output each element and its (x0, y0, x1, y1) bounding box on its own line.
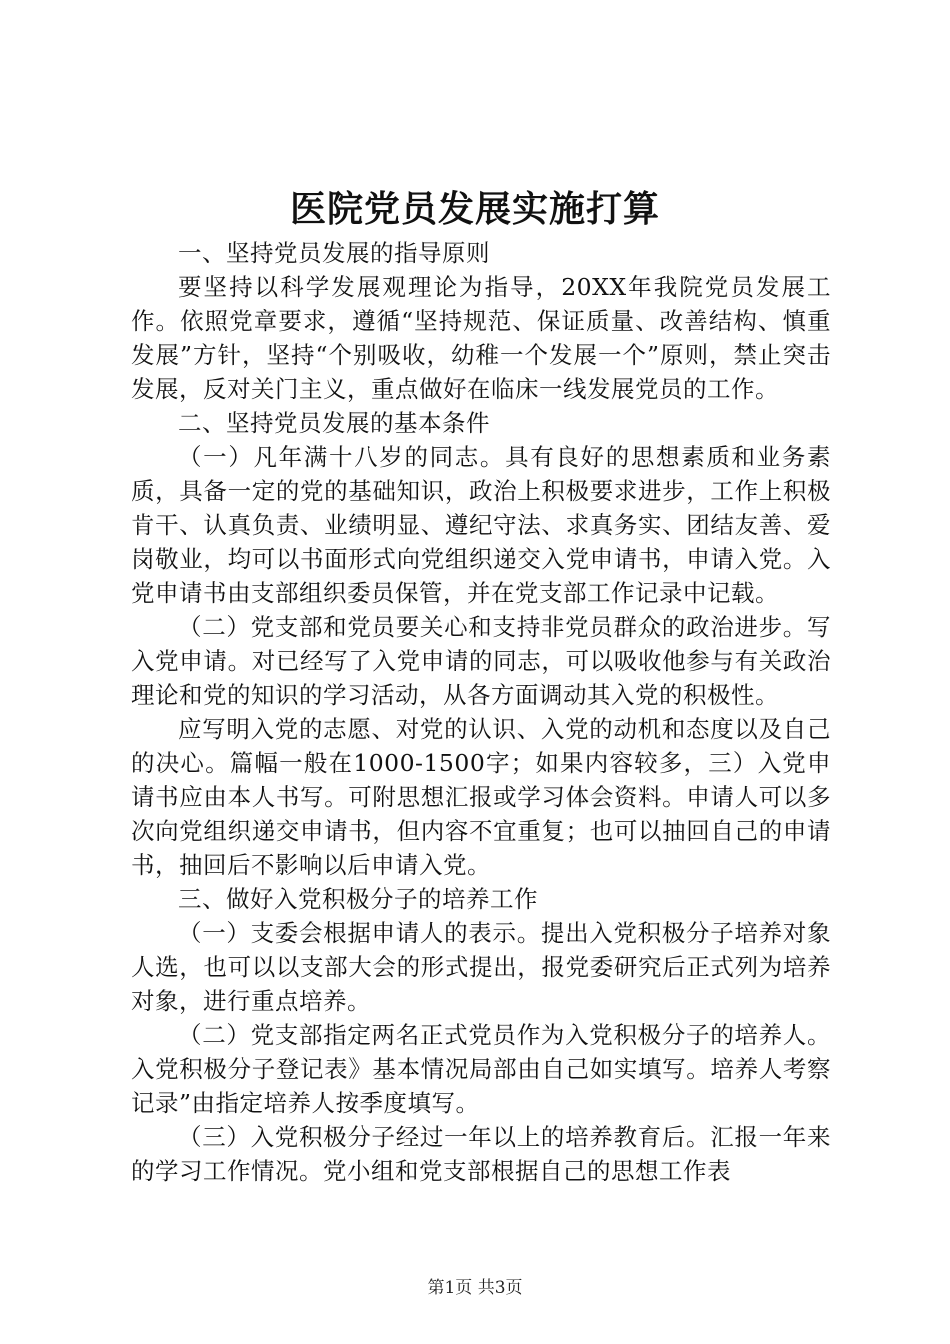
page-footer: 第1页 共3页 (427, 1278, 523, 1298)
paragraph: （二）党支部和党员要关心和支持非党员群众的政治进步。写入党申请。对已经写了入党申请的同志，可以吸收他参与有关政治理论和党的知识的学习活动，从各方面调动其入党的积极性。 (131, 613, 831, 709)
paragraph: 要坚持以科学发展观理论为指导，20XX年我院党员发展工作。依照党章要求，遵循“坚持规范、保证质量、改善结构、慎重发展”方针，坚持“个别吸收，幼稚一个发展一个”原则，禁止突击发展，反对关门主义，重点做好在临床一线发展党员的工作。 (131, 273, 831, 403)
paragraph: （一）凡年满十八岁的同志。具有良好的思想素质和业务素质，具备一定的党的基础知识，政治上积极要求进步，工作上积极肯干、认真负责、业绩明显、遵纪守法、求真务实、团结友善、爱岗敬业，均可以书面形式向党组织递交入党申请书，申请入党。入党申请书由支部组织委员保管，并在党支部工作记录中记载。 (131, 443, 831, 607)
paragraph: （二）党支部指定两名正式党员作为入党积极分子的培养人。入党积极分子登记表》基本情况局部由自己如实填写。培养人考察记录”由指定培养人按季度填写。 (131, 1021, 831, 1117)
page-title: 医院党员发展实施打算 (289, 188, 660, 230)
paragraph: （一）支委会根据申请人的表示。提出入党积极分子培养对象人选，也可以以支部大会的形式提出，报党委研究后正式列为培养对象，进行重点培养。 (131, 919, 831, 1015)
section-heading-3: 三、做好入党积极分子的培养工作 (178, 885, 538, 913)
paragraph: 应写明入党的志愿、对党的认识、入党的动机和态度以及自己的决心。篇幅一般在1000-1500字；如果内容较多，三）入党申请书应由本人书写。可附思想汇报或学习体会资料。申请人可以多次向党组织递交申请书，但内容不宜重复；也可以抽回自己的申请书，抽回后不影响以后申请入党。 (131, 715, 831, 879)
paragraph: （三）入党积极分子经过一年以上的培养教育后。汇报一年来的学习工作情况。党小组和党支部根据自己的思想工作表 (131, 1123, 831, 1185)
section-heading-1: 一、坚持党员发展的指导原则 (178, 239, 490, 267)
section-heading-2: 二、坚持党员发展的基本条件 (178, 409, 490, 437)
document-body (131, 236, 831, 1188)
